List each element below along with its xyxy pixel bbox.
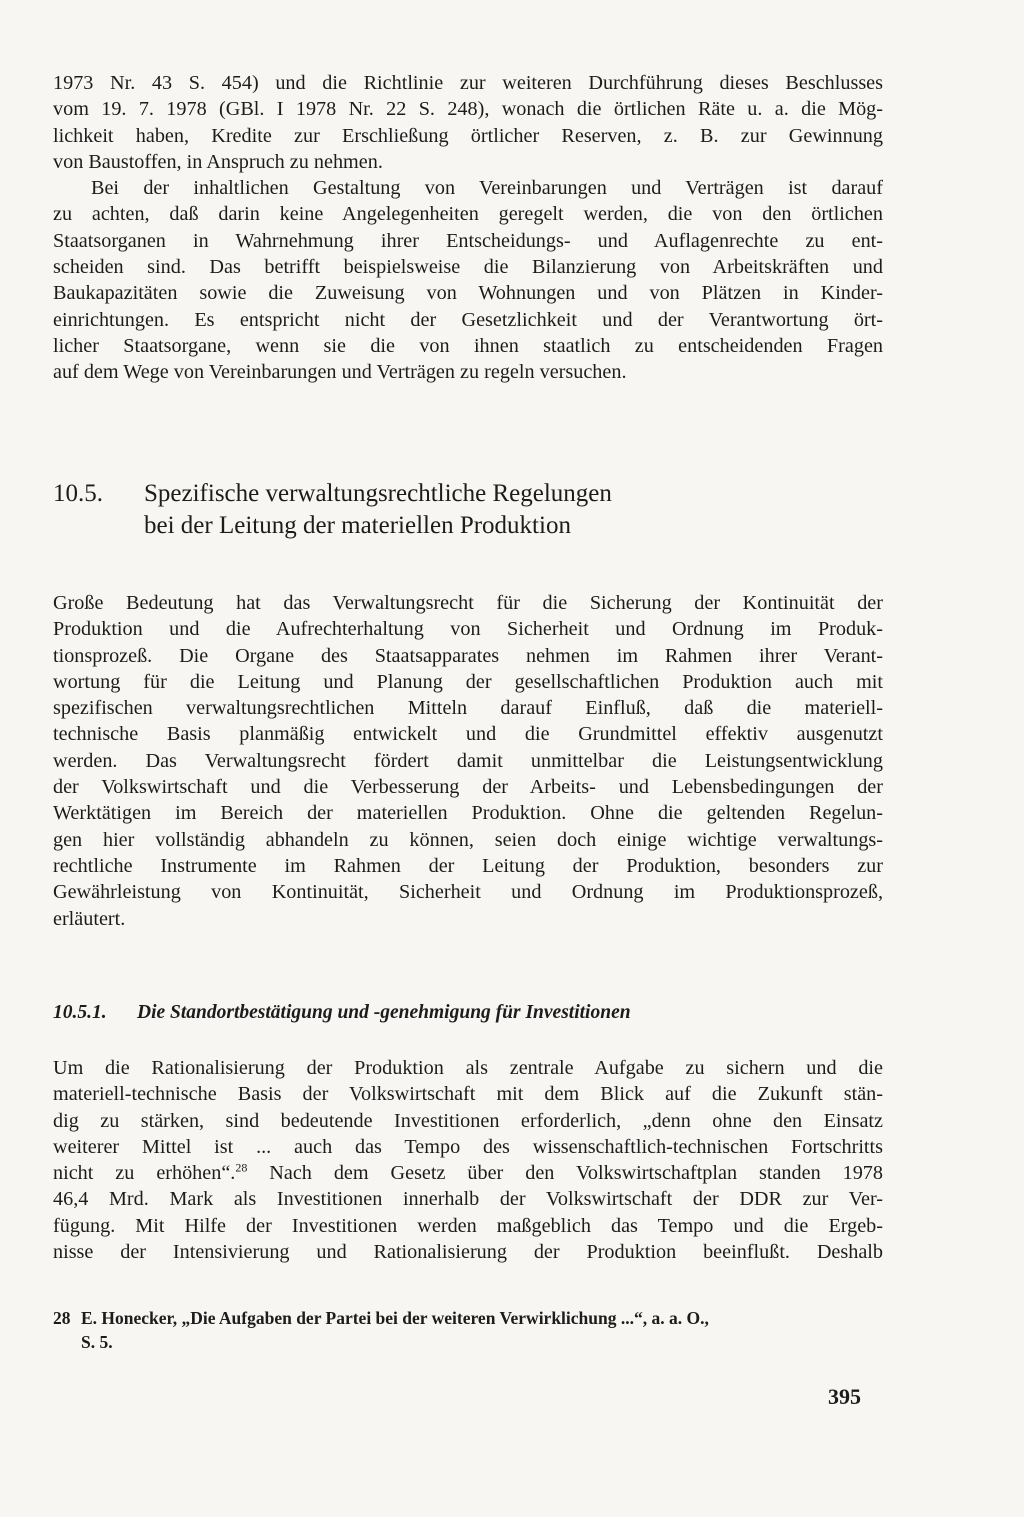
text-line: Produktion und die Aufrechterhaltung von Sicherheit und Ordnung im Produk- — [53, 618, 883, 641]
section-title-line: bei der Leitung der materiellen Produktion — [144, 512, 571, 539]
text-line: zu achten, daß darin keine Angelegenheiten geregelt werden, die von den örtlichen — [53, 203, 883, 226]
text-line: vom 19. 7. 1978 (GBl. I 1978 Nr. 22 S. 248), wonach die örtlichen Räte u. a. die Mög- — [53, 98, 883, 121]
footnote-line: E. Honecker, „Die Aufgaben der Partei bei der weiteren Verwirklichung ...“, a. a. O., — [81, 1308, 709, 1328]
footnote-line: S. 5. — [81, 1332, 113, 1352]
text-line: scheiden sind. Das betrifft beispielsweise die Bilanzierung von Arbeitskräften und — [53, 256, 883, 279]
text-line: der Volkswirtschaft und die Verbesserung der Arbeits- und Lebensbedingungen der — [53, 776, 883, 799]
paragraph-continuation — [53, 70, 883, 175]
text-line: lichkeit haben, Kredite zur Erschließung örtlicher Reserven, z. B. zur Gewinnung — [53, 124, 883, 147]
text-fragment: Nach dem Gesetz über den Volkswirtschaftplan standen 1978 — [247, 1162, 883, 1185]
text-line: werden. Das Verwaltungsrecht fördert damit unmittelbar die Leistungsentwicklung — [53, 749, 883, 772]
text-line: 46,4 Mrd. Mark als Investitionen innerhalb der Volkswirtschaft der DDR zur Ver- — [53, 1188, 883, 1211]
subsection-title: Die Standortbestätigung und -genehmigung für Investitionen — [137, 1002, 631, 1023]
text-line: fügung. Mit Hilfe der Investitionen werden maßgeblich das Tempo und die Ergeb- — [53, 1214, 883, 1237]
text-line: tionsprozeß. Die Organe des Staatsapparates nehmen im Rahmen ihrer Verant- — [53, 644, 883, 667]
text-line: Staatsorganen in Wahrnehmung ihrer Entscheidungs- und Auflagenrechte zu ent- — [53, 229, 883, 252]
text-line: materiell-technische Basis der Volkswirtschaft mit dem Blick auf die Zukunft stän- — [53, 1083, 883, 1106]
section-title-line: Spezifische verwaltungsrechtliche Regelungen — [144, 480, 612, 507]
footnote-reference: 28 — [235, 1160, 248, 1175]
text-line: Baukapazitäten sowie die Zuweisung von Wohnungen und von Plätzen in Kinder- — [53, 282, 883, 305]
text-line: nisse der Intensivierung und Rationalisierung der Produktion beeinflußt. Deshalb — [53, 1241, 883, 1264]
text-fragment: nicht zu erhöhen“. — [53, 1162, 236, 1185]
text-line: auf dem Wege von Vereinbarungen und Verträgen zu regeln versuchen. — [53, 361, 627, 384]
section-title — [144, 478, 883, 542]
text-line: Gewährleistung von Kontinuität, Sicherheit und Ordnung im Produktionsprozeß, — [53, 881, 883, 904]
paragraph-investments — [53, 1055, 883, 1265]
subsection-heading — [53, 1002, 883, 1024]
text-line: Bei der inhaltlichen Gestaltung von Vereinbarungen und Verträgen ist darauf — [91, 177, 883, 200]
text-line: weiterer Mittel ist ... auch das Tempo des wissenschaftlich-technischen Fortschritts — [53, 1135, 883, 1158]
section-heading — [53, 478, 883, 542]
text-line: von Baustoffen, in Anspruch zu nehmen. — [53, 150, 383, 173]
paragraph-section-intro — [53, 590, 883, 932]
text-line: einrichtungen. Es entspricht nicht der Gesetzlichkeit und der Verantwortung ört- — [53, 308, 883, 331]
footnote-text — [81, 1306, 883, 1354]
page-number: 395 — [828, 1384, 861, 1409]
text-line: dig zu stärken, sind bedeutende Investitionen erforderlich, „denn ohne den Einsatz — [53, 1109, 883, 1132]
text-line: wortung für die Leitung und Planung der gesellschaftlichen Produktion auch mit — [53, 670, 883, 693]
subsection-text-block — [53, 1055, 883, 1265]
text-line: Große Bedeutung hat das Verwaltungsrecht für die Sicherung der Kontinuität der — [53, 592, 883, 614]
subsection-number: 10.5.1. — [53, 1002, 107, 1023]
text-line — [53, 1160, 883, 1186]
text-line: rechtliche Instrumente im Rahmen der Leitung der Produktion, besonders zur — [53, 854, 883, 877]
footnote-number: 28 — [53, 1308, 71, 1328]
text-line: spezifischen verwaltungsrechtlichen Mitteln darauf Einfluß, daß die materiell- — [53, 697, 883, 720]
text-line: technische Basis planmäßig entwickelt und die Grundmittel effektiv ausgenutzt — [53, 723, 883, 746]
footnote — [53, 1306, 883, 1354]
text-line: licher Staatsorgane, wenn sie die von ihnen staatlich zu entscheidenden Fragen — [53, 334, 883, 357]
text-line: Werktätigen im Bereich der materiellen Produktion. Ohne die geltenden Regelun- — [53, 802, 883, 825]
section-text-block — [53, 590, 883, 932]
text-line: erläutert. — [53, 907, 126, 930]
paragraph-agreements — [53, 175, 883, 385]
top-text-block — [53, 70, 883, 386]
text-line: 1973 Nr. 43 S. 454) und die Richtlinie zur weiteren Durchführung dieses Beschlusses — [53, 72, 883, 94]
text-line: Um die Rationalisierung der Produktion als zentrale Aufgabe zu sichern und die — [53, 1057, 883, 1079]
section-number: 10.5. — [53, 480, 103, 507]
text-line: gen hier vollständig abhandeln zu können, seien doch einige wichtige verwaltungs- — [53, 828, 883, 851]
